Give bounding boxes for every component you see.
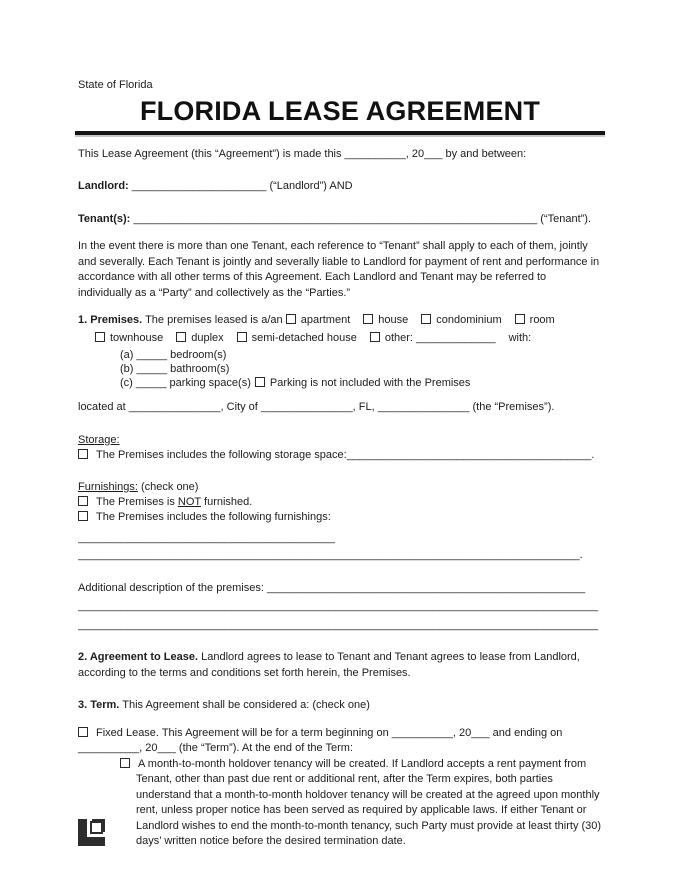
furnishings-heading-line xyxy=(78,480,602,495)
checkbox-house[interactable] xyxy=(363,314,373,324)
storage-space-blank: ________________________________________. xyxy=(346,448,595,461)
option-other-label: other: xyxy=(384,331,413,344)
checkbox-not-furnished[interactable] xyxy=(78,496,88,506)
bedrooms-label: bedroom(s) xyxy=(170,349,227,361)
landlord-name-blank: ______________________ xyxy=(131,180,267,192)
checkbox-other[interactable] xyxy=(370,332,380,342)
landlord-suffix: (“Landlord”) AND xyxy=(269,180,353,192)
option-house-label: house xyxy=(378,314,409,326)
document-page xyxy=(78,0,602,880)
bathrooms-label: bathroom(s) xyxy=(170,363,230,375)
parking-blank: _____ xyxy=(135,377,167,389)
landlord-label: Landlord: xyxy=(78,180,129,192)
premises-line2 xyxy=(95,331,602,347)
additional-desc-blank-1: ____________________________________________________ xyxy=(266,581,586,594)
additional-desc-blank-2: _____________________________________________________________________________________ xyxy=(78,600,599,612)
includes-furnishings-label: The Premises includes the following furnishings: xyxy=(96,510,331,523)
furnishings-blank-line-1: __________________________________________ xyxy=(78,531,335,544)
intro-paragraph: This Lease Agreement (this “Agreement”) is made this __________, 20___ by and between: xyxy=(78,147,527,160)
checkbox-room[interactable] xyxy=(515,314,525,324)
title-divider xyxy=(75,131,605,135)
legal-templates-logo-icon xyxy=(78,818,105,846)
furnishings-heading-note: (check one) xyxy=(140,480,199,493)
agreement-to-lease-heading: 2. Agreement to Lease. xyxy=(78,651,199,663)
joint-liability-paragraph: In the event there is more than one Tenant, each reference to “Tenant” shall apply to each of them, jointly and severally. Each Tenant is jointly and severally liable to Landlord for payment of rent and performance in accordance with all other terms of this Agreement. Each Landlord and Tenant may be referred to individually as a “Party” and collectively as the “Parties.” xyxy=(78,240,600,299)
checkbox-fixed-lease[interactable] xyxy=(78,727,88,737)
with-label: with: xyxy=(508,331,532,344)
holdover-text: A month-to-month holdover tenancy will be created. If Landlord accepts a rent payment from Tenant, other than past due rent or additional rent, after the Term expires, both parties understand that a month-to-month holdover tenancy will be created at the agreed upon monthly rent, unless proper notice has been served as required by applicable laws. If either Tenant or Landlord wishes to end the month-to-month tenancy, such Party must provide at least thirty (30) days’ written notice before the desired termination date. xyxy=(136,757,602,847)
fixed-lease-text: Fixed Lease. This Agreement will be for a term beginning on __________, 20___ and ending on __________, 20___ (the “Term”). At the end of the Term: xyxy=(78,726,563,754)
section-premises xyxy=(78,313,602,416)
term-paragraph xyxy=(78,698,602,714)
checkbox-semi-detached[interactable] xyxy=(237,332,247,342)
tenant-label: Tenant(s): xyxy=(78,212,131,225)
checkbox-condominium[interactable] xyxy=(421,314,431,324)
item-b-prefix: (b) xyxy=(120,363,134,375)
logo-small-square xyxy=(90,821,103,834)
storage-option-line xyxy=(78,448,602,463)
option-room-label: room xyxy=(529,314,555,326)
item-c-prefix: (c) xyxy=(120,377,133,389)
option-semi-detached-label: semi-detached house xyxy=(251,331,357,344)
premises-lead: The premises leased is a/an xyxy=(145,314,283,326)
furnishings-heading: Furnishings: xyxy=(78,480,138,493)
item-a-prefix: (a) xyxy=(120,349,134,361)
parking-not-included-label: Parking is not included with the Premises xyxy=(269,377,471,389)
located-line: located at _______________, City of _______________, FL, _______________ (the “Premises”). xyxy=(78,401,555,413)
parking-label: parking space(s) xyxy=(169,377,251,389)
bathrooms-line xyxy=(120,362,602,376)
storage-option-label: The Premises includes the following storage space: xyxy=(96,448,347,461)
checkbox-holdover-tenancy[interactable] xyxy=(120,758,130,768)
state-label: State of Florida xyxy=(78,79,153,91)
includes-furnishings-line xyxy=(78,510,602,525)
agreement-to-lease-text: Landlord agrees to lease to Tenant and Tenant agrees to lease from Landlord, according to the terms and conditions set forth herein, the Premises. xyxy=(78,651,580,679)
bedrooms-line xyxy=(120,348,602,362)
checkbox-parking-not-included[interactable] xyxy=(255,377,265,387)
premises-line1 xyxy=(78,313,602,329)
checkbox-includes-furnishings[interactable] xyxy=(78,511,88,521)
premises-items xyxy=(120,348,602,390)
agreement-to-lease-paragraph xyxy=(78,650,602,681)
checkbox-storage-space[interactable] xyxy=(78,449,88,459)
logo-l-horizontal xyxy=(78,837,105,846)
parking-line xyxy=(120,376,602,390)
not-furnished-word: NOT xyxy=(177,495,201,508)
bathrooms-blank: _____ xyxy=(136,363,168,375)
checkbox-duplex[interactable] xyxy=(176,332,186,342)
checkbox-townhouse[interactable] xyxy=(95,332,105,342)
bedrooms-blank: _____ xyxy=(136,349,168,361)
additional-label: Additional description of the premises: xyxy=(78,581,264,594)
term-heading: 3. Term. xyxy=(78,699,120,711)
page-title: FLORIDA LEASE AGREEMENT xyxy=(139,95,541,126)
term-text: This Agreement shall be considered a: (check one) xyxy=(122,699,370,711)
furnishings-section xyxy=(78,480,602,564)
fixed-lease-paragraph xyxy=(78,726,602,757)
tenant-line xyxy=(78,212,602,228)
option-townhouse-label: townhouse xyxy=(110,331,164,344)
tenant-name-blank: __________________________________________________________________ xyxy=(133,212,538,225)
additional-desc-blank-3: _____________________________________________________________________________________ xyxy=(78,618,599,631)
option-duplex-label: duplex xyxy=(191,331,224,344)
option-apartment-label: apartment xyxy=(300,314,351,326)
not-furnished-pre: The Premises is xyxy=(96,495,175,508)
option-condominium-label: condominium xyxy=(436,314,502,326)
not-furnished-post: furnished. xyxy=(204,495,253,508)
holdover-paragraph xyxy=(120,757,602,850)
other-type-blank: _____________ xyxy=(416,331,496,344)
landlord-line xyxy=(78,179,602,195)
additional-label-line xyxy=(78,581,602,597)
checkbox-apartment[interactable] xyxy=(286,314,296,324)
storage-section xyxy=(78,433,602,463)
premises-heading: 1. Premises. xyxy=(78,314,143,326)
storage-heading: Storage: xyxy=(78,433,120,446)
furnishings-blank-line-2: __________________________________________________________________________________. xyxy=(78,549,583,561)
additional-description-section xyxy=(78,581,602,634)
tenant-suffix: (“Tenant”). xyxy=(540,212,592,225)
not-furnished-line xyxy=(78,495,602,510)
